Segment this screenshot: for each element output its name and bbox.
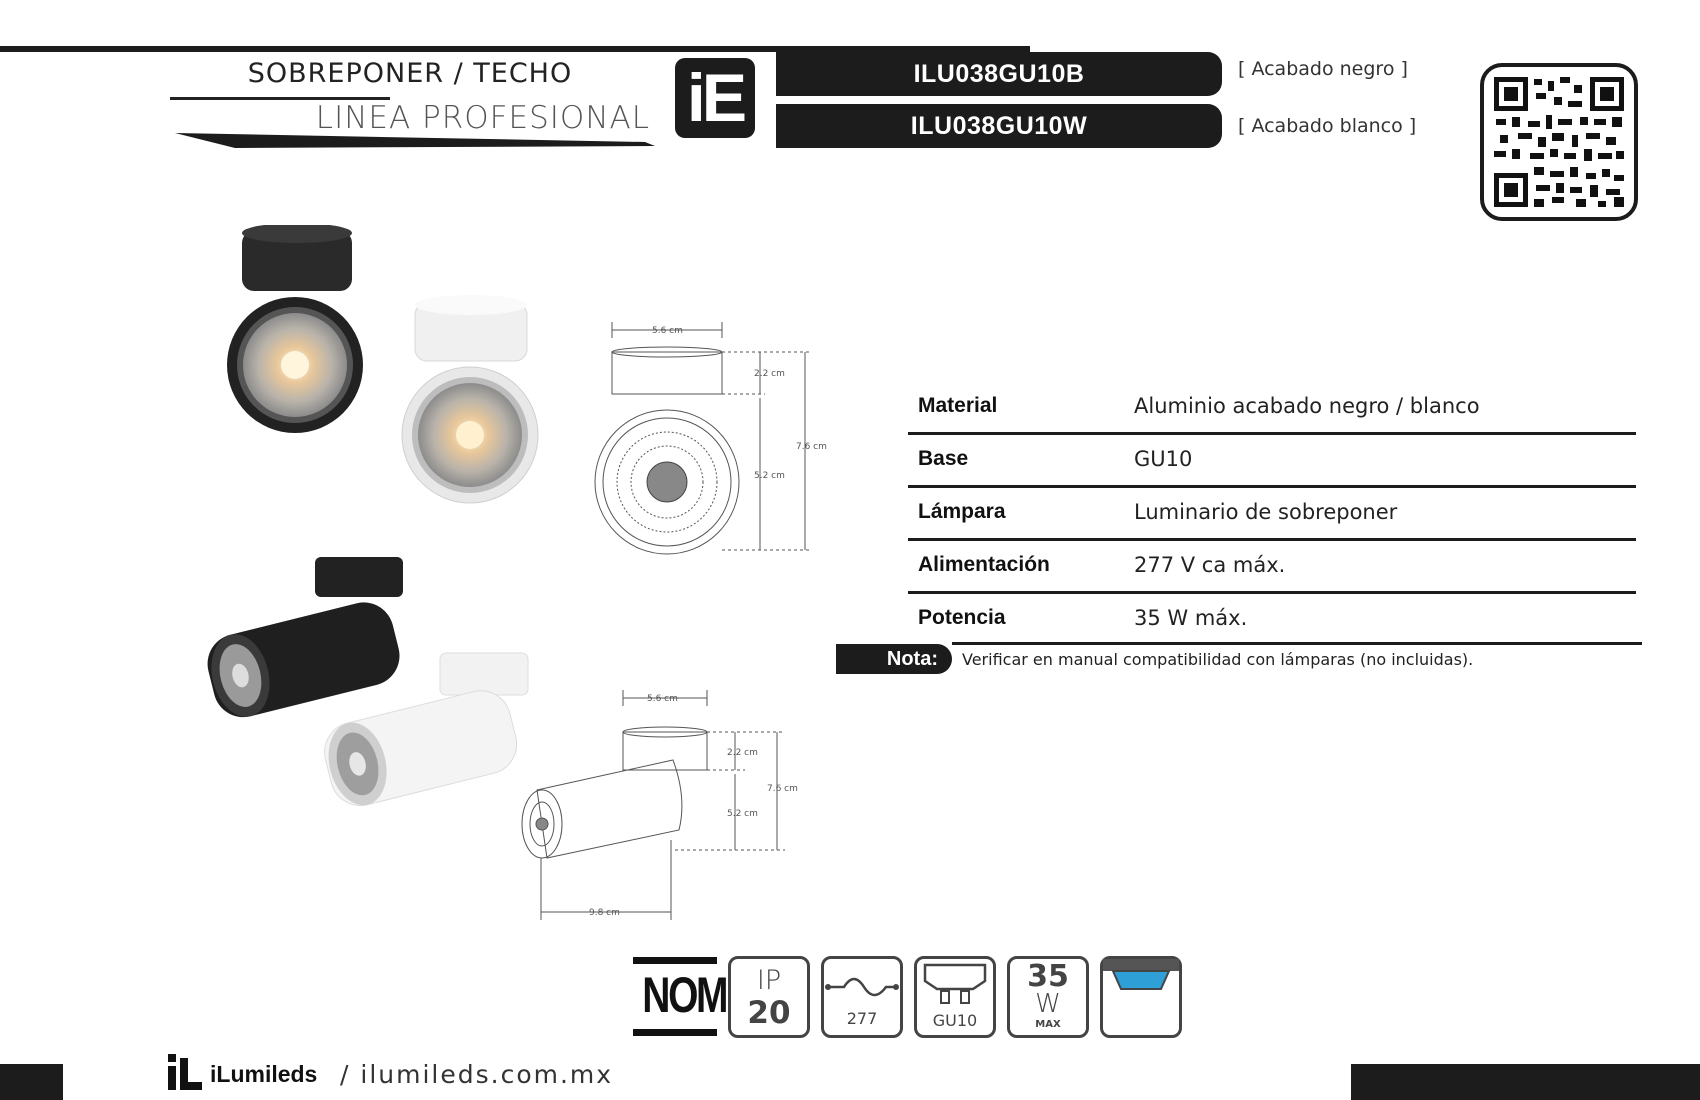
spec-value: GU10 <box>1134 447 1193 471</box>
nom-certification-icon <box>633 957 727 1037</box>
watt-max: MAX <box>1035 1019 1061 1030</box>
spec-label: Potencia <box>918 606 1006 629</box>
voltage-icon <box>821 956 903 1038</box>
ip-label: IP <box>756 965 782 996</box>
ceiling-mount-icon <box>1103 959 1179 1035</box>
base-value: GU10 <box>932 1011 978 1030</box>
ip-value: 20 <box>747 995 791 1031</box>
tech-drawing-round <box>590 322 830 557</box>
dim-cyl-base-height: 2.2 cm <box>727 748 758 758</box>
model-code-black: ILU038GU10B <box>776 52 1222 96</box>
model-code-white: ILU038GU10W <box>776 104 1222 148</box>
spec-value: Luminario de sobreponer <box>1134 500 1398 524</box>
watt-unit: W <box>1035 989 1061 1019</box>
product-line-label: LINEA PROFESIONAL <box>315 100 650 136</box>
voltage-value: 277 <box>846 1009 878 1028</box>
qr-code-icon <box>1494 77 1624 207</box>
dim-cyl-total-height: 7.6 cm <box>767 784 798 794</box>
dim-cyl-width: 5.6 cm <box>647 694 678 704</box>
note-rule <box>952 642 1642 645</box>
dim-cyl-length: 9.8 cm <box>589 908 620 918</box>
spec-label: Alimentación <box>918 553 1050 576</box>
specs-table <box>908 382 1636 644</box>
dim-round-total-height: 7.6 cm <box>796 442 827 452</box>
footer-right-bar <box>1351 1064 1700 1100</box>
nom-text: NOM <box>642 967 727 1023</box>
product-photo-round <box>220 225 560 515</box>
tech-drawing-cylinder <box>505 690 825 925</box>
wattage-icon <box>1007 956 1089 1038</box>
spec-label: Material <box>918 394 998 417</box>
product-photo-cylinder <box>195 555 535 825</box>
note-label: Nota: <box>886 648 938 670</box>
spec-label: Base <box>918 447 969 470</box>
dim-round-width: 5.6 cm <box>652 326 683 336</box>
footer-left-bar <box>0 1064 63 1100</box>
socket-icon <box>917 959 993 1009</box>
dim-round-base-height: 2.2 cm <box>754 369 785 379</box>
dim-cyl-body-height: 5.2 cm <box>727 809 758 819</box>
spec-row-material <box>908 382 1636 435</box>
spec-row-potencia <box>908 594 1636 644</box>
spec-value: 277 V ca máx. <box>1134 553 1286 577</box>
surface-mount-icon <box>1100 956 1182 1038</box>
ie-logo: iE <box>675 58 755 138</box>
ip20-rating-icon <box>728 956 810 1038</box>
spec-row-base <box>908 435 1636 488</box>
brand-name: iLumileds <box>210 1061 318 1087</box>
spec-value: Aluminio acabado negro / blanco <box>1134 394 1480 418</box>
finish-label-white: [ Acabado blanco ] <box>1238 115 1417 137</box>
qr-code[interactable] <box>1480 63 1638 221</box>
ilumileds-logo-icon <box>168 1054 204 1090</box>
spec-value: 35 W máx. <box>1134 606 1248 630</box>
wave-icon <box>824 967 900 1007</box>
note-text: Verificar en manual compatibilidad con lámparas (no incluidas). <box>962 650 1474 669</box>
spec-label: Lámpara <box>918 500 1006 523</box>
watt-number: 35 <box>1027 959 1069 994</box>
gu10-base-icon <box>914 956 996 1038</box>
spec-row-lampara <box>908 488 1636 541</box>
category-title: SOBREPONER / TECHO <box>247 58 573 89</box>
dim-round-body-height: 5.2 cm <box>754 471 785 481</box>
note-badge <box>836 644 952 674</box>
header-wedge-decoration <box>175 130 655 150</box>
brand-url[interactable]: / ilumileds.com.mx <box>340 1060 614 1089</box>
spec-row-alimentacion <box>908 541 1636 594</box>
finish-label-black: [ Acabado negro ] <box>1238 58 1408 80</box>
